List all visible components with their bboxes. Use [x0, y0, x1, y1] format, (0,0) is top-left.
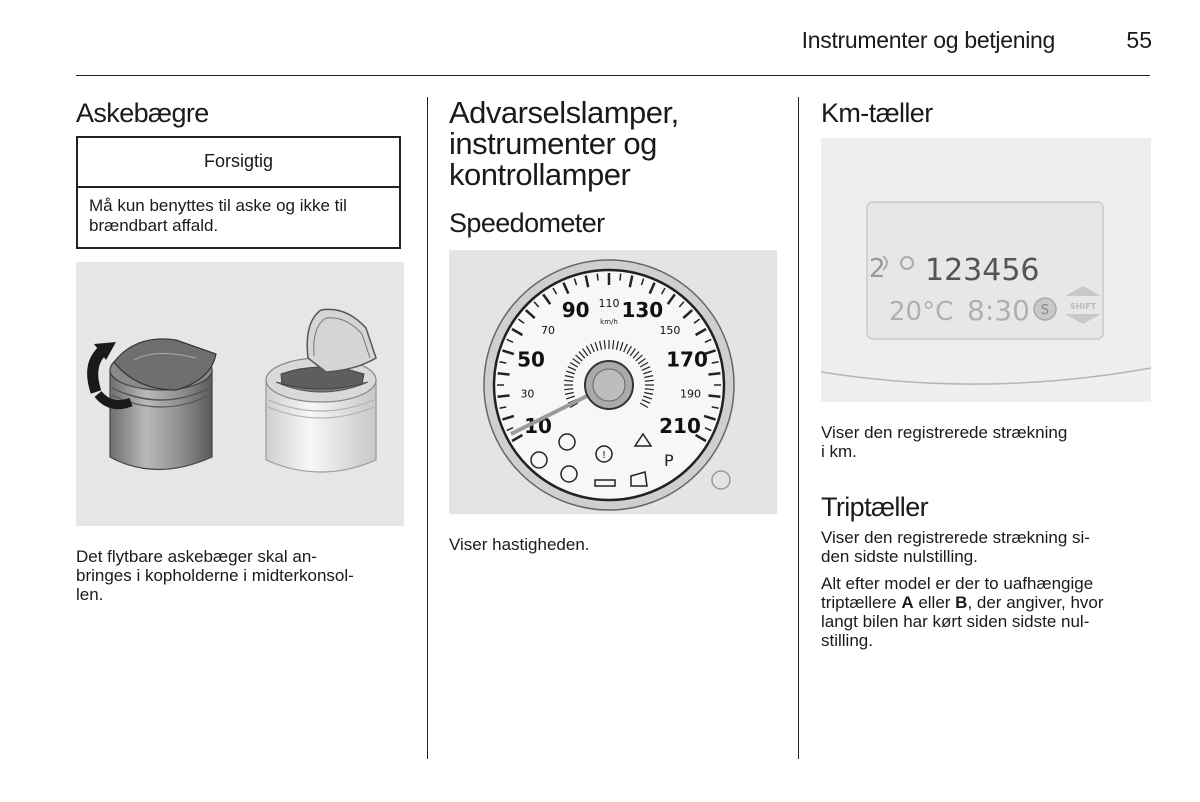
speed-label: 210	[659, 414, 701, 438]
speed-label: 70	[541, 324, 556, 338]
ashtray-text-line-2: bringes i kopholderne i midterkonsol-	[76, 566, 354, 585]
subheading-speedometer: Speedometer	[449, 208, 605, 238]
page-number: 55	[1126, 27, 1152, 53]
column-divider-left	[427, 97, 428, 759]
ashtray-illustration-icon	[76, 262, 404, 526]
speed-label: 190	[680, 387, 702, 401]
section-heading-trip-meter: Triptæller	[821, 492, 929, 522]
section-heading-warning-lamps	[449, 97, 679, 190]
trip-p2-line-2-pre: triptællere	[821, 593, 902, 612]
running-header-title: Instrumenter og betjening	[801, 27, 1055, 53]
speed-label: 130	[621, 298, 664, 323]
speed-unit-label: km/h	[600, 318, 618, 326]
speed-tick	[708, 395, 720, 396]
ashtray-text-line-1: Det flytbare askebæger skal an-	[76, 547, 317, 566]
odometer-value: 123456	[925, 253, 1040, 288]
speed-tick	[498, 373, 510, 374]
speed-tick	[708, 373, 720, 374]
speedometer-gauge	[449, 250, 777, 514]
trip-p1-line-1: Viser den registrerede strækning si-	[821, 528, 1090, 547]
speed-label: 110	[598, 297, 620, 310]
trip-paragraph-1	[821, 528, 1151, 566]
heading-line-3: kontrollamper	[449, 157, 631, 192]
speed-label: 30	[520, 387, 535, 401]
odometer-caption-line-1: Viser den registrerede strækning	[821, 423, 1068, 442]
heading-line-2: instrumenter og	[449, 126, 657, 161]
trip-p2-line-1: Alt efter model er der to uafhængige	[821, 574, 1094, 593]
speed-label: 90	[561, 298, 590, 323]
speed-label: 170	[666, 347, 708, 372]
caution-title: Forsigtig	[78, 138, 399, 188]
speed-tick	[498, 395, 510, 396]
speedometer-caption: Viser hastigheden.	[449, 535, 590, 554]
trip-p2-line-2-post: , der angiver, hvor	[967, 593, 1104, 612]
odometer-figure	[821, 138, 1151, 402]
trip-meter-b: B	[955, 593, 968, 612]
odometer-caption	[821, 423, 1151, 461]
section-heading-odometer: Km-tæller	[821, 98, 933, 128]
trip-meter-description	[821, 528, 1151, 658]
speed-label: 50	[517, 347, 545, 372]
trip-p1-line-2: den sidste nulstilling.	[821, 547, 978, 566]
caution-box	[76, 136, 401, 249]
ashtray-text-line-3: len.	[76, 585, 104, 604]
speedometer-figure	[449, 250, 777, 514]
speed-tick	[597, 274, 598, 281]
speed-label: 10	[524, 414, 552, 438]
caution-text: Må kun benyttes til aske og ikke til brændbart affald.	[89, 196, 347, 235]
odometer-display	[821, 138, 1151, 402]
odometer-caption-line-2: i km.	[821, 442, 857, 461]
trip-p2-line-3: langt bilen har kørt siden sidste nul-	[821, 612, 1090, 631]
trip-p2-line-2-mid: eller	[913, 593, 956, 612]
ashtray-description	[76, 547, 406, 604]
trip-paragraph-2	[821, 574, 1151, 650]
column-divider-right	[798, 97, 799, 759]
speed-label: 150	[659, 324, 681, 338]
outside-temperature: 20°C	[889, 297, 954, 327]
ashtray-figure	[76, 262, 404, 526]
shift-label: SHIFT	[1069, 302, 1097, 311]
heading-line-1: Advarselslamper,	[449, 95, 679, 130]
trip-p2-line-4: stilling.	[821, 631, 873, 650]
speed-tick	[620, 274, 621, 281]
section-heading-ashtray: Askebægre	[76, 98, 209, 128]
trip-meter-a: A	[901, 593, 914, 612]
gear-indicator: 2	[869, 254, 886, 284]
svg-text:!: !	[601, 450, 607, 461]
fog-light-icon	[712, 471, 730, 489]
s-symbol: S	[1040, 303, 1050, 318]
header-divider	[76, 75, 1150, 76]
parking-brake-symbol: P	[664, 451, 674, 470]
clock-display: 8:30	[967, 294, 1030, 327]
